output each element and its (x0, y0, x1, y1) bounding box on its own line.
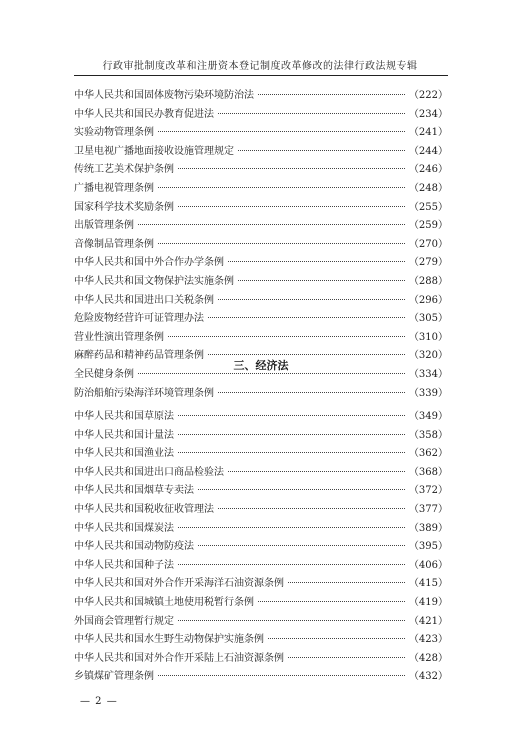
toc-entry[interactable] (74, 216, 448, 235)
toc-entry[interactable] (74, 649, 448, 668)
toc-entry[interactable] (74, 291, 448, 310)
dot-leader (158, 675, 405, 676)
toc-entry[interactable] (74, 235, 448, 254)
dot-leader (258, 601, 405, 602)
toc-entry[interactable] (74, 463, 448, 482)
toc-entry[interactable] (74, 328, 448, 347)
toc-entry-page: （339） (408, 387, 448, 399)
toc-entry-page: （428） (408, 652, 448, 664)
dot-leader (218, 113, 405, 114)
toc-entry[interactable] (74, 500, 448, 519)
toc-entry-page: （244） (408, 145, 448, 157)
toc-entry[interactable] (74, 272, 448, 291)
toc-entry-page: （421） (408, 615, 448, 627)
toc-entry-title: 防治船舶污染海洋环境管理条例 (74, 387, 214, 399)
toc-entry-page: （334） (408, 368, 448, 380)
dot-leader (178, 415, 405, 416)
toc-entry-page: （255） (408, 201, 448, 213)
dot-leader (178, 527, 405, 528)
toc-entry-page: （432） (408, 671, 448, 683)
toc-entry-page: （372） (408, 485, 448, 497)
section-heading: 三、经济法 (233, 359, 289, 372)
toc-entry-title: 中华人民共和国计量法 (74, 429, 174, 441)
toc-entry[interactable] (74, 519, 448, 538)
toc-entry[interactable] (74, 309, 448, 328)
toc-entry-title: 麻醉药品和精神药品管理条例 (74, 350, 204, 362)
toc-entry-title: 中华人民共和国烟草专卖法 (74, 485, 194, 497)
toc-entry-title: 中华人民共和国对外合作开采海洋石油资源条例 (74, 578, 284, 590)
toc-entry[interactable] (74, 105, 448, 124)
dot-leader (228, 261, 405, 262)
dot-leader (288, 657, 405, 658)
toc-entry-page: （406） (408, 559, 448, 571)
dot-leader (178, 168, 405, 169)
toc-entry-page: （241） (408, 127, 448, 139)
toc-entry-page: （389） (408, 522, 448, 534)
toc-entry-title: 中华人民共和国煤炭法 (74, 522, 174, 534)
toc-entry-title: 全民健身条例 (74, 368, 134, 380)
toc-entry-title: 中华人民共和国对外合作开采陆上石油资源条例 (74, 652, 284, 664)
toc-list-part-2 (74, 407, 448, 686)
dot-leader (178, 620, 405, 621)
dot-leader (218, 392, 405, 393)
dot-leader (258, 94, 405, 95)
dot-leader (178, 206, 405, 207)
toc-entry-title: 中华人民共和国渔业法 (74, 448, 174, 460)
toc-entry-title: 国家科学技术奖励条例 (74, 201, 174, 213)
dot-leader (238, 280, 405, 281)
toc-entry-title: 中华人民共和国文物保护法实施条例 (74, 275, 234, 287)
toc-entry-page: （310） (408, 331, 448, 343)
toc-entry-page: （349） (408, 411, 448, 422)
toc-entry[interactable] (74, 253, 448, 272)
toc-entry-title: 中华人民共和国中外合作办学条例 (74, 257, 224, 269)
toc-entry[interactable] (74, 667, 448, 686)
toc-entry[interactable] (74, 142, 448, 161)
dot-leader (268, 638, 405, 639)
toc-entry-title: 中华人民共和国水生野生动物保护实施条例 (74, 634, 264, 646)
dot-leader (198, 545, 405, 546)
toc-entry-page: （234） (408, 108, 448, 120)
toc-entry[interactable] (74, 407, 448, 426)
toc-entry-page: （270） (408, 238, 448, 250)
dot-leader (138, 224, 405, 225)
toc-entry-title: 音像制品管理条例 (74, 238, 154, 250)
toc-entry-page: （358） (408, 429, 448, 441)
dot-leader (218, 299, 405, 300)
dot-leader (178, 434, 405, 435)
toc-entry-title: 中华人民共和国城镇土地使用税暂行条例 (74, 596, 254, 608)
toc-entry[interactable] (74, 179, 448, 198)
toc-entry-title: 外国商会管理暂行规定 (74, 615, 174, 627)
toc-entry[interactable] (74, 537, 448, 556)
toc-entry-page: （248） (408, 182, 448, 194)
toc-entry-title: 广播电视管理条例 (74, 182, 154, 194)
toc-entry[interactable] (74, 556, 448, 575)
dot-leader (238, 150, 405, 151)
toc-entry-title: 危险废物经营许可证管理办法 (74, 313, 204, 325)
toc-entry-title: 中华人民共和国进出口商品检验法 (74, 466, 224, 478)
toc-list-part-1 (74, 86, 448, 402)
page-number: — 2 — (80, 696, 118, 707)
toc-entry-title: 中华人民共和国动物防疫法 (74, 541, 194, 553)
toc-entry[interactable] (74, 444, 448, 463)
dot-leader (208, 354, 405, 355)
toc-entry-page: （362） (408, 448, 448, 460)
dot-leader (208, 317, 405, 318)
toc-entry[interactable] (74, 630, 448, 649)
toc-entry-title: 传统工艺美术保护条例 (74, 164, 174, 176)
header-rule (74, 75, 448, 76)
toc-entry[interactable] (74, 384, 448, 403)
toc-entry[interactable] (74, 593, 448, 612)
toc-entry[interactable] (74, 426, 448, 445)
toc-entry-page: （259） (408, 220, 448, 232)
toc-entry-title: 出版管理条例 (74, 220, 134, 232)
toc-entry-title: 卫星电视广播地面接收设施管理规定 (74, 145, 234, 157)
toc-entry[interactable] (74, 612, 448, 631)
toc-entry-title: 乡镇煤矿管理条例 (74, 671, 154, 683)
toc-entry-title: 中华人民共和国固体废物污染环境防治法 (74, 90, 254, 101)
dot-leader (178, 564, 405, 565)
toc-entry-page: （296） (408, 294, 448, 306)
toc-entry-page: （415） (408, 578, 448, 590)
toc-entry[interactable] (74, 86, 448, 105)
toc-entry-title: 中华人民共和国进出口关税条例 (74, 294, 214, 306)
dot-leader (198, 489, 405, 490)
toc-entry-page: （395） (408, 541, 448, 553)
toc-entry-page: （320） (408, 350, 448, 362)
dot-leader (138, 373, 405, 374)
dot-leader (178, 452, 405, 453)
dot-leader (158, 243, 405, 244)
toc-entry-page: （368） (408, 466, 448, 478)
toc-entry[interactable] (74, 481, 448, 500)
toc-entry-page: （222） (408, 90, 448, 101)
toc-entry-page: （377） (408, 503, 448, 515)
dot-leader (218, 508, 405, 509)
toc-entry-title: 中华人民共和国民办教育促进法 (74, 108, 214, 120)
running-header: 行政审批制度改革和注册资本登记制度改革修改的法律行政法规专辑 (102, 61, 418, 72)
toc-entry[interactable] (74, 123, 448, 142)
toc-entry-page: （246） (408, 164, 448, 176)
toc-entry-page: （288） (408, 275, 448, 287)
dot-leader (228, 471, 405, 472)
toc-entry-title: 实验动物管理条例 (74, 127, 154, 139)
toc-entry[interactable] (74, 198, 448, 217)
toc-entry-page: （279） (408, 257, 448, 269)
dot-leader (288, 582, 405, 583)
dot-leader (158, 187, 405, 188)
toc-entry-title: 中华人民共和国税收征收管理法 (74, 503, 214, 515)
toc-entry-title: 中华人民共和国草原法 (74, 411, 174, 422)
toc-entry-page: （419） (408, 596, 448, 608)
dot-leader (158, 131, 405, 132)
toc-entry-title: 营业性演出管理条例 (74, 331, 164, 343)
toc-entry-page: （305） (408, 313, 448, 325)
toc-entry-title: 中华人民共和国种子法 (74, 559, 174, 571)
toc-entry-page: （423） (408, 634, 448, 646)
dot-leader (168, 336, 405, 337)
toc-entry[interactable] (74, 574, 448, 593)
toc-entry[interactable] (74, 160, 448, 179)
